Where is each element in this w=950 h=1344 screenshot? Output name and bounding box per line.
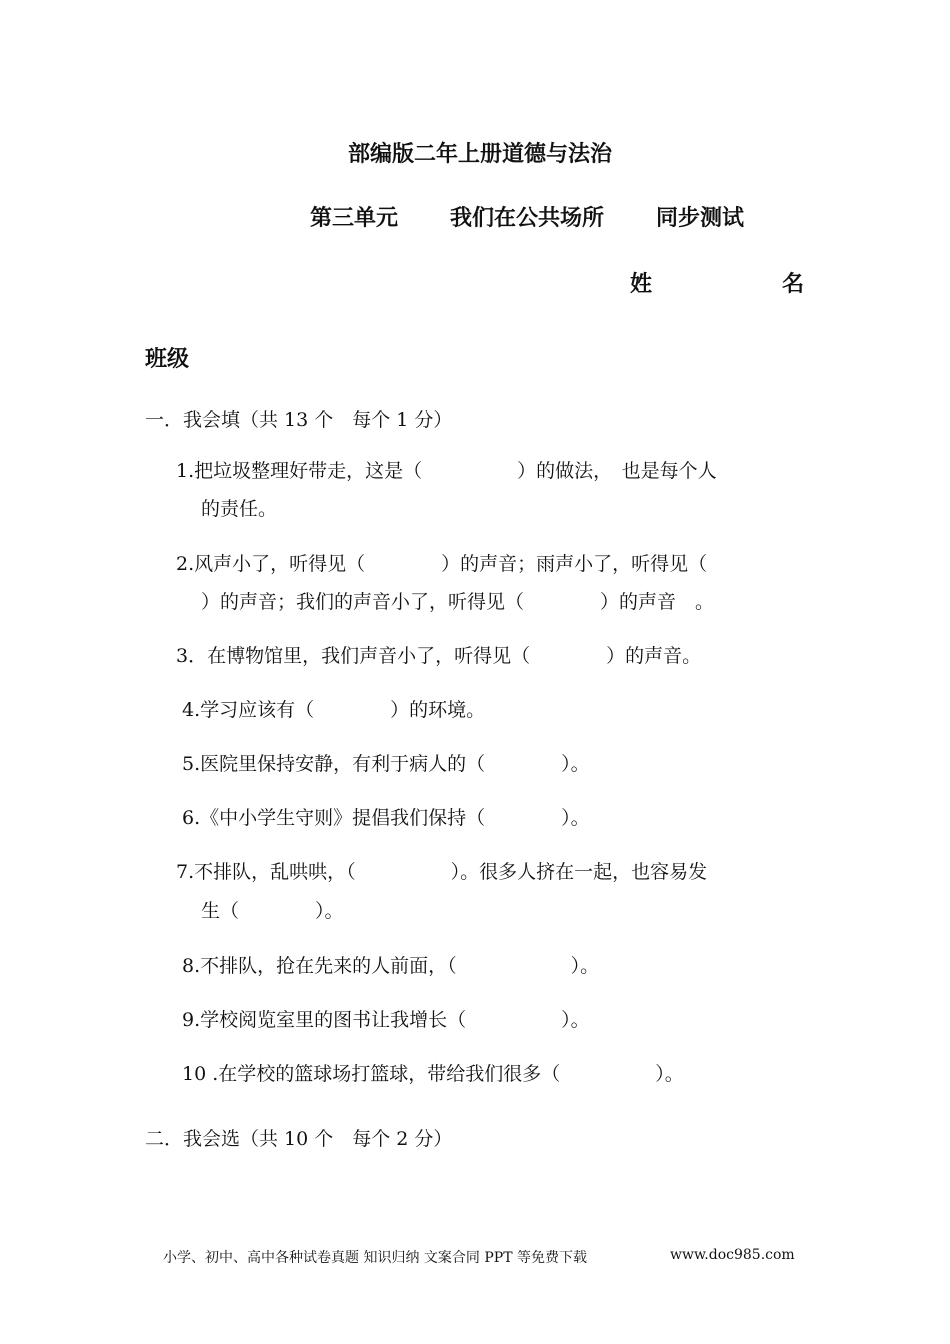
class-label: 班级 (145, 347, 190, 372)
question-7-line-1: 7.不排队，乱哄哄，（ ）。很多人挤在一起，也容易发 (176, 861, 708, 883)
test-label: 同步测试 (656, 206, 745, 231)
question-1-line-1: 1.把垃圾整理好带走，这是（ ）的做法， 也是每个人 (176, 460, 717, 482)
question-1-line-2: 的责任。 (201, 498, 278, 520)
question-8: 8.不排队，抢在先来的人前面，（ ）。 (182, 955, 600, 977)
question-6: 6.《中小学生守则》提倡我们保持（ ）。 (182, 807, 590, 829)
footer-text: 小学、初中、高中各种试卷真题 知识归纳 文案合同 PPT 等免费下载 (163, 1250, 587, 1266)
unit-label: 第三单元 (310, 206, 399, 231)
unit-topic: 我们在公共场所 (450, 206, 605, 231)
question-4: 4.学习应该有（ ）的环境。 (182, 699, 486, 721)
name-label-char2: 名 (782, 272, 805, 297)
name-label-char1: 姓 (630, 272, 653, 297)
question-10: 10 .在学校的篮球场打篮球，带给我们很多（ ）。 (182, 1063, 684, 1085)
question-2-line-2: ）的声音；我们的声音小了，听得见（ ）的声音 。 (201, 591, 715, 613)
document-title: 部编版二年上册道德与法治 (348, 142, 613, 167)
section-2-heading: 二．我会选（共 10 个 每个 2 分） (145, 1128, 453, 1150)
question-3: 3．在博物馆里，我们声音小了，听得见（ ）的声音。 (176, 645, 702, 667)
footer-url[interactable]: www.doc985.com (670, 1247, 795, 1263)
question-9: 9.学校阅览室里的图书让我增长（ ）。 (182, 1009, 590, 1031)
question-7-line-2: 生（ ）。 (201, 900, 344, 922)
question-2-line-1: 2.风声小了，听得见（ ）的声音；雨声小了，听得见（ (176, 553, 708, 575)
section-1-heading: 一．我会填（共 13 个 每个 1 分） (145, 409, 453, 431)
question-5: 5.医院里保持安静，有利于病人的（ ）。 (182, 753, 590, 775)
